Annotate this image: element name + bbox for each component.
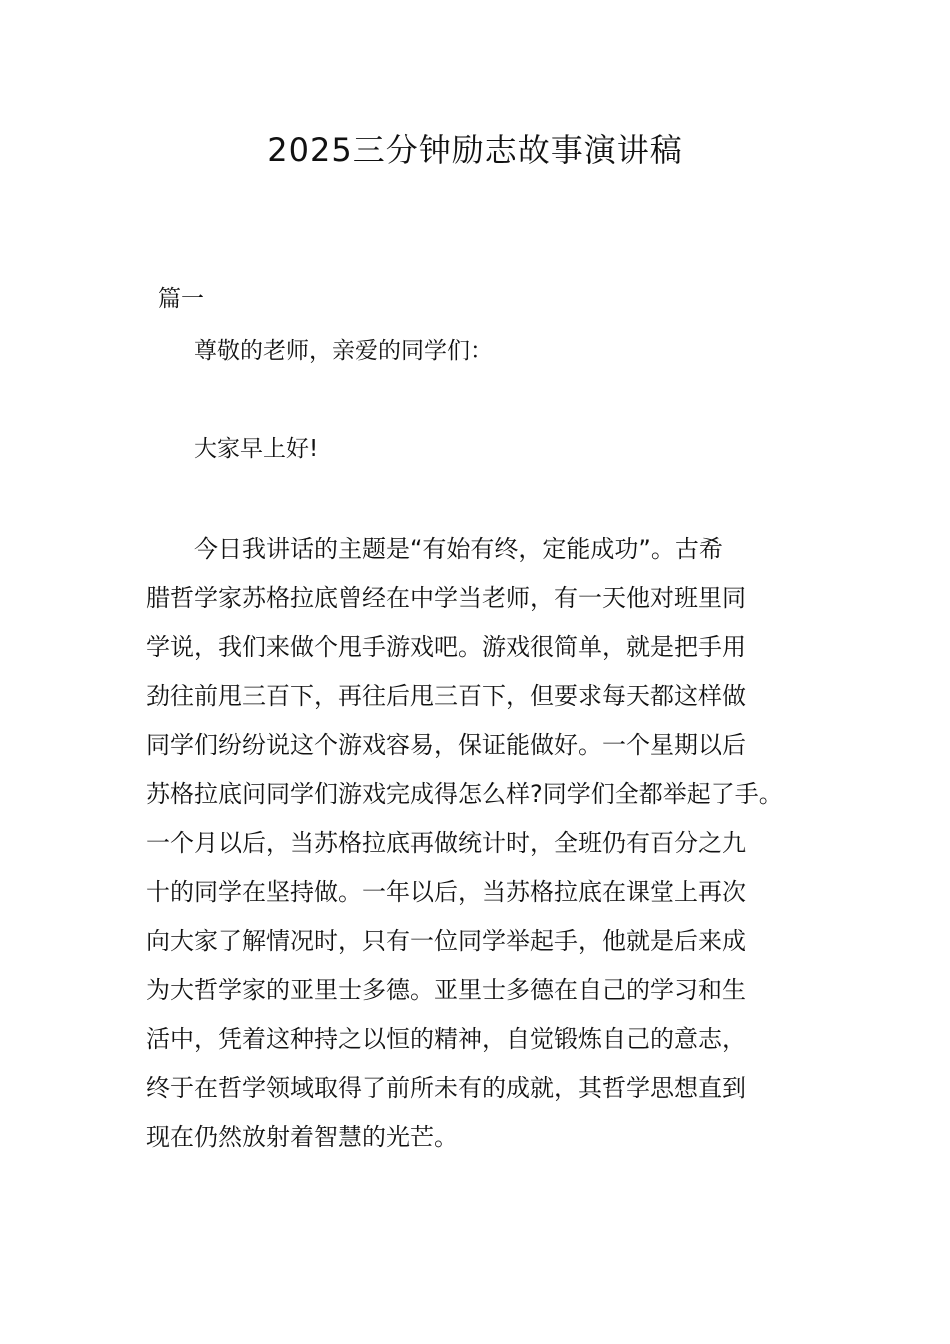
paragraph-line: 同学们纷纷说这个游戏容易，保证能做好。一个星期以后 — [146, 731, 746, 759]
paragraph-line: 一个月以后，当苏格拉底再做统计时，全班仍有百分之九 — [146, 829, 746, 857]
paragraph-line: 今日我讲话的主题是“有始有终，定能成功”。古希 — [194, 535, 723, 563]
document-title: 2025三分钟励志故事演讲稿 — [267, 131, 683, 169]
paragraph-line: 苏格拉底问同学们游戏完成得怎么样?同学们全都举起了手。 — [146, 780, 783, 808]
paragraph-line: 腊哲学家苏格拉底曾经在中学当老师，有一天他对班里同 — [146, 584, 746, 612]
paragraph-line: 向大家了解情况时，只有一位同学举起手，他就是后来成 — [146, 927, 746, 955]
paragraph-line: 终于在哲学领域取得了前所未有的成就，其哲学思想直到 — [146, 1074, 746, 1102]
paragraph-line: 活中，凭着这种持之以恒的精神，自觉锻炼自己的意志， — [146, 1025, 746, 1053]
greeting: 大家早上好! — [194, 436, 319, 462]
paragraph-line: 十的同学在坚持做。一年以后，当苏格拉底在课堂上再次 — [146, 878, 746, 906]
paragraph-line: 学说，我们来做个甩手游戏吧。游戏很简单，就是把手用 — [146, 633, 746, 661]
paragraph-line: 现在仍然放射着智慧的光芒。 — [146, 1123, 458, 1151]
body-paragraph — [146, 532, 836, 1169]
salutation: 尊敬的老师，亲爱的同学们： — [194, 338, 493, 364]
paragraph-line: 为大哲学家的亚里士多德。亚里士多德在自己的学习和生 — [146, 976, 746, 1004]
paragraph-line: 劲往前甩三百下，再往后甩三百下，但要求每天都这样做 — [146, 682, 746, 710]
section-label: 篇一 — [158, 286, 204, 312]
